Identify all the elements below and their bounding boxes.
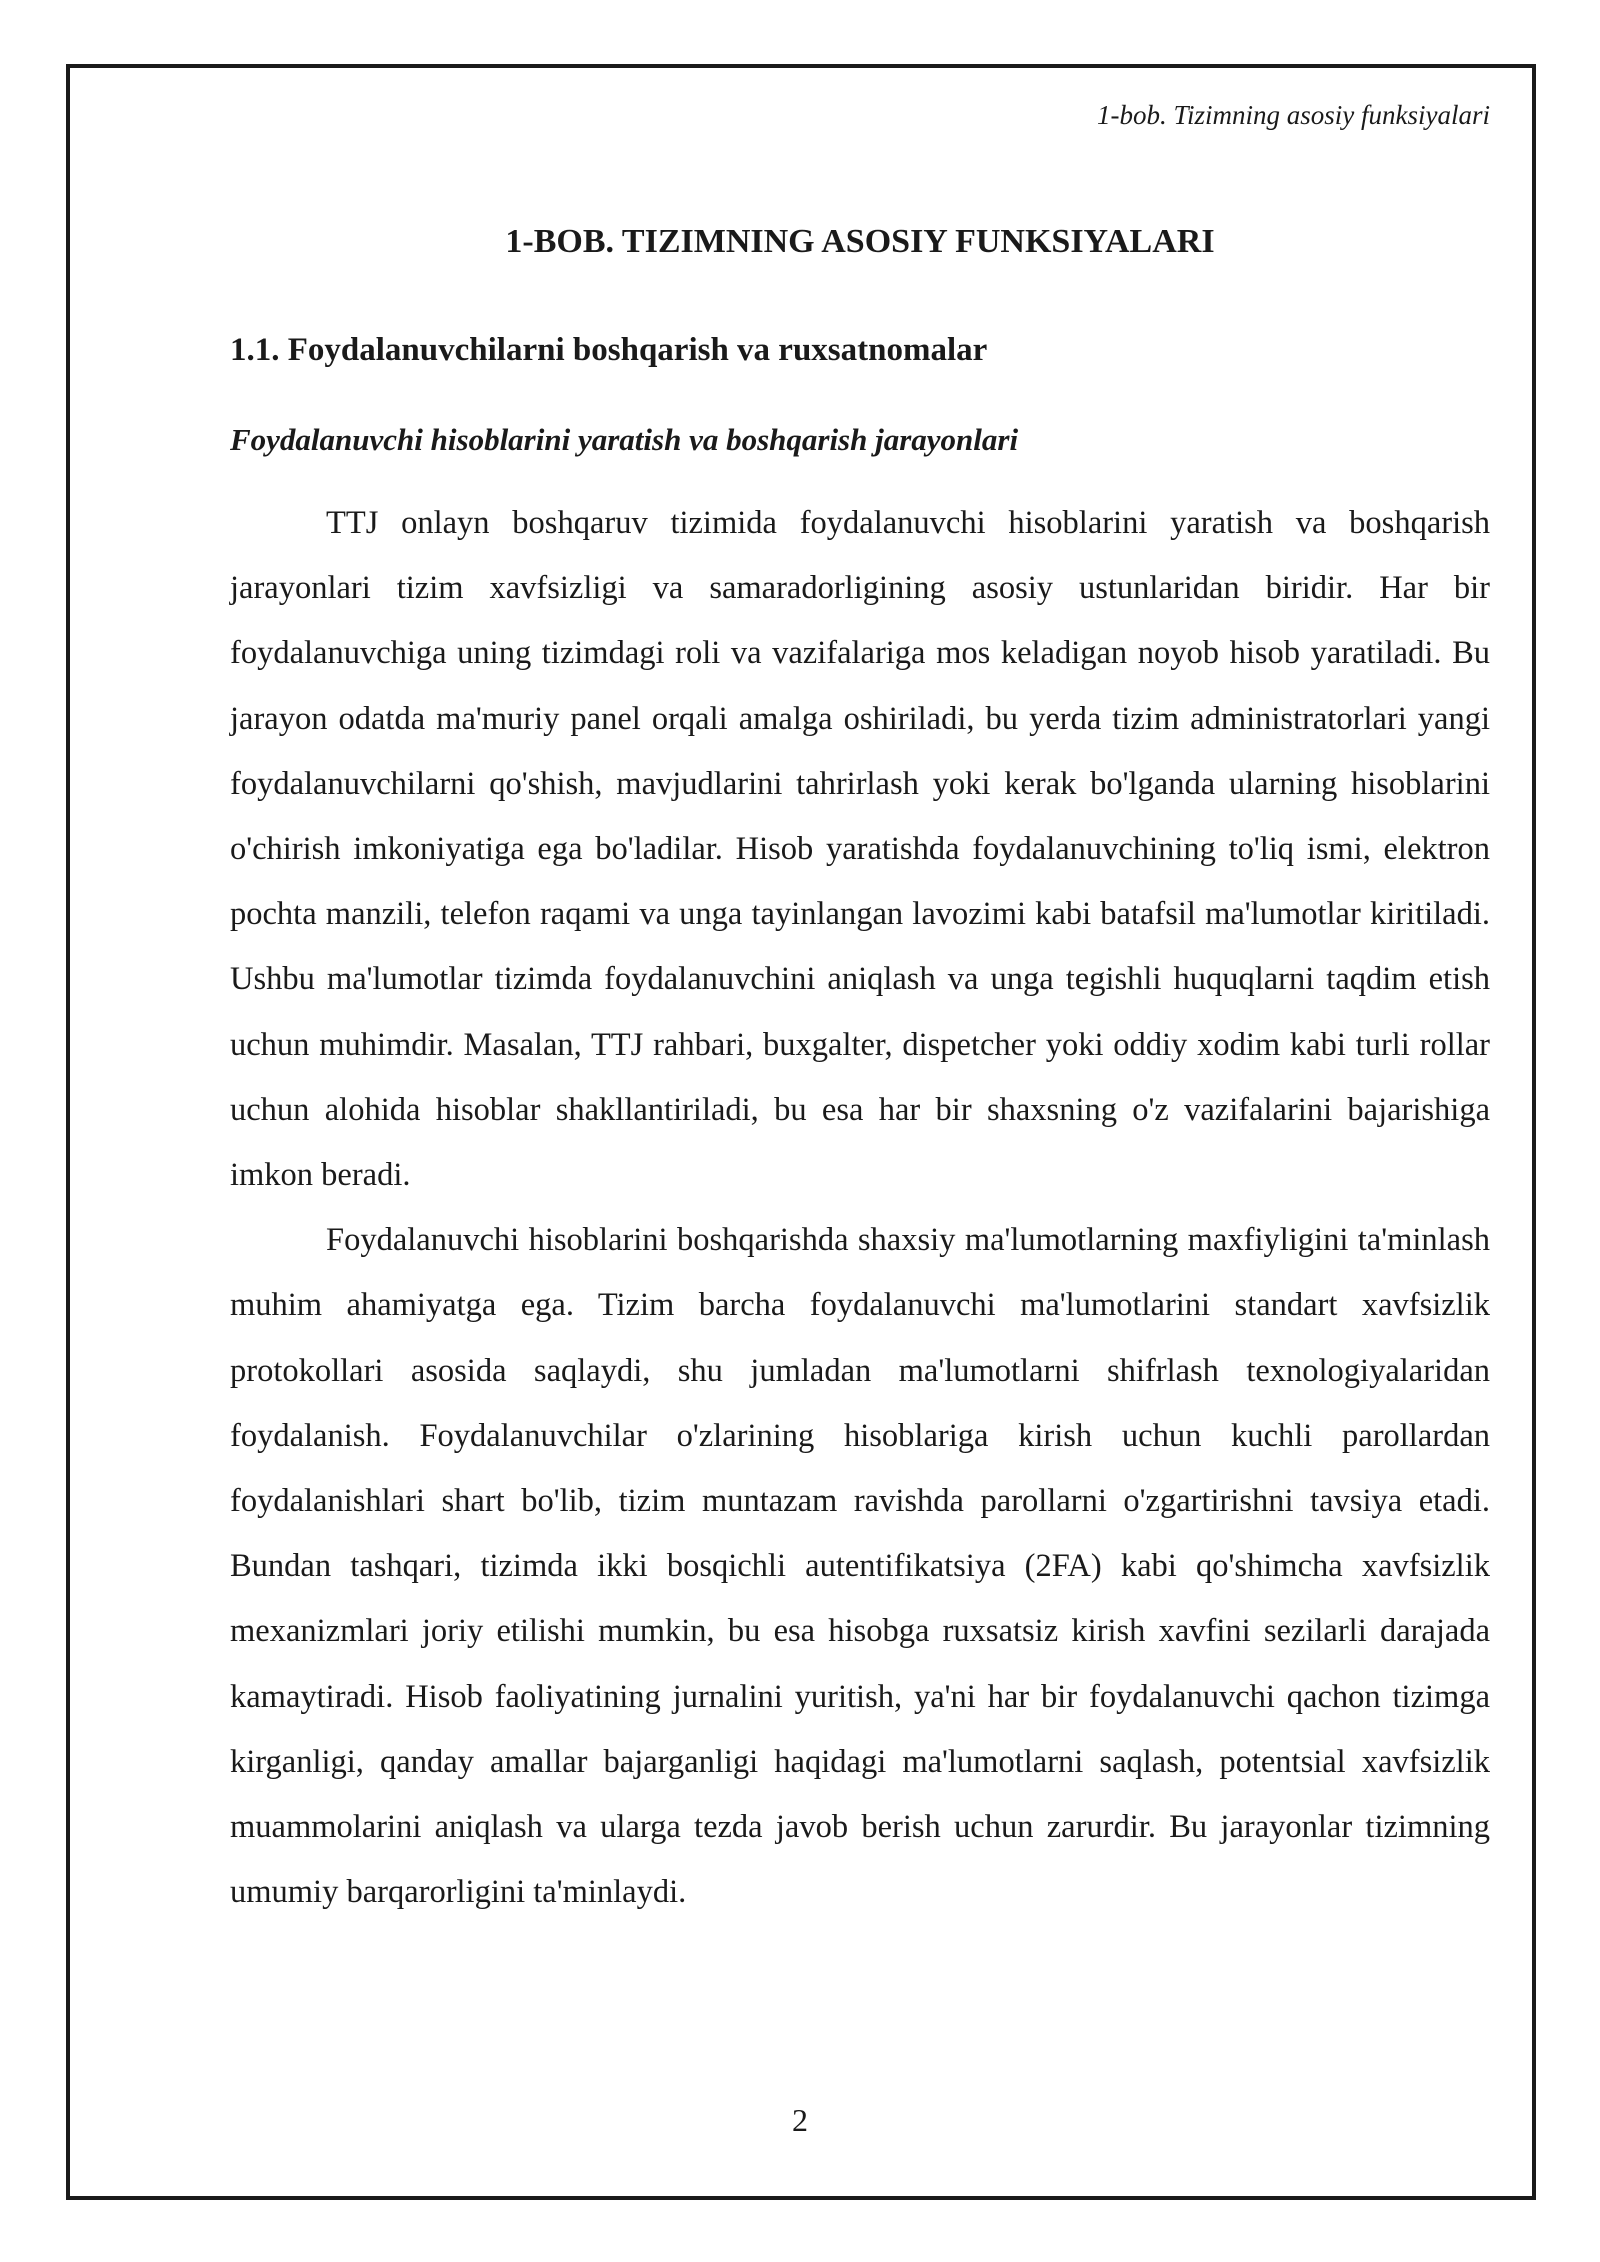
body-text	[230, 491, 1490, 1925]
chapter-title: 1-BOB. TIZIMNING ASOSIY FUNKSIYALARI	[505, 223, 1215, 260]
paragraph: Foydalanuvchi hisoblarini boshqarishda shaxsiy ma'lumotlarning maxfiyligini ta'minlash muhim ahamiyatga ega. Tizim barcha foydalanuvchi ma'lumotlarini standart xavfsizlik protokollari asosida saqlaydi, shu jumladan ma'lumotlarni shifrlash texnologiyalaridan foydalanish. Foydalanuvchilar o'zlarining hisoblariga kirish uchun kuchli parollardan foydalanishlari shart bo'lib, tizim muntazam ravishda parollarni o'zgartirishni tavsiya etadi. Bundan tashqari, tizimda ikki bosqichli autentifikatsiya (2FA) kabi qo'shimcha xavfsizlik mexanizmlari joriy etilishi mumkin, bu esa hisobga ruxsatsiz kirish xavfini sezilarli darajada kamaytiradi. Hisob faoliyatining jurnalini yuritish, ya'ni har bir foydalanuvchi qachon tizimga kirganligi, qanday amallar bajarganligi haqidagi ma'lumotlarni saqlash, potentsial xavfsizlik muammolarini aniqlash va ularga tezda javob berish uchun zarurdir. Bu jarayonlar tizimning umumiy barqarorligini ta'minlaydi.	[230, 1222, 1490, 1911]
paragraph: TTJ onlayn boshqaruv tizimida foydalanuvchi hisoblarini yaratish va boshqarish jarayonlari tizim xavfsizligi va samaradorligining asosiy ustunlaridan biridir. Har bir foydalanuvchiga uning tizimdagi roli va vazifalariga mos keladigan noyob hisob yaratiladi. Bu jarayon odatda ma'muriy panel orqali amalga oshiriladi, bu yerda tizim administratorlari yangi foydalanuvchilarni qo'shish, mavjudlarini tahrirlash yoki kerak bo'lganda ularning hisoblarini o'chirish imkoniyatiga ega bo'ladilar. Hisob yaratishda foydalanuvchining to'liq ismi, elektron pochta manzili, telefon raqami va unga tayinlangan lavozimi kabi batafsil ma'lumotlar kiritiladi. Ushbu ma'lumotlar tizimda foydalanuvchini aniqlash va unga tegishli huquqlarni taqdim etish uchun muhimdir. Masalan, TTJ rahbari, buxgalter, dispetcher yoki oddiy xodim kabi turli rollar uchun alohida hisoblar shakllantiriladi, bu esa har bir shaxsning o'z vazifalarini bajarishiga imkon beradi.	[230, 505, 1490, 1194]
subsection-title: Foydalanuvchi hisoblarini yaratish va boshqarish jarayonlari	[230, 422, 1019, 457]
page-number: 2	[792, 2102, 808, 2138]
section-title: 1.1. Foydalanuvchilarni boshqarish va ruxsatnomalar	[230, 332, 988, 368]
running-header: 1-bob. Tizimning asosiy funksiyalari	[1096, 100, 1490, 130]
